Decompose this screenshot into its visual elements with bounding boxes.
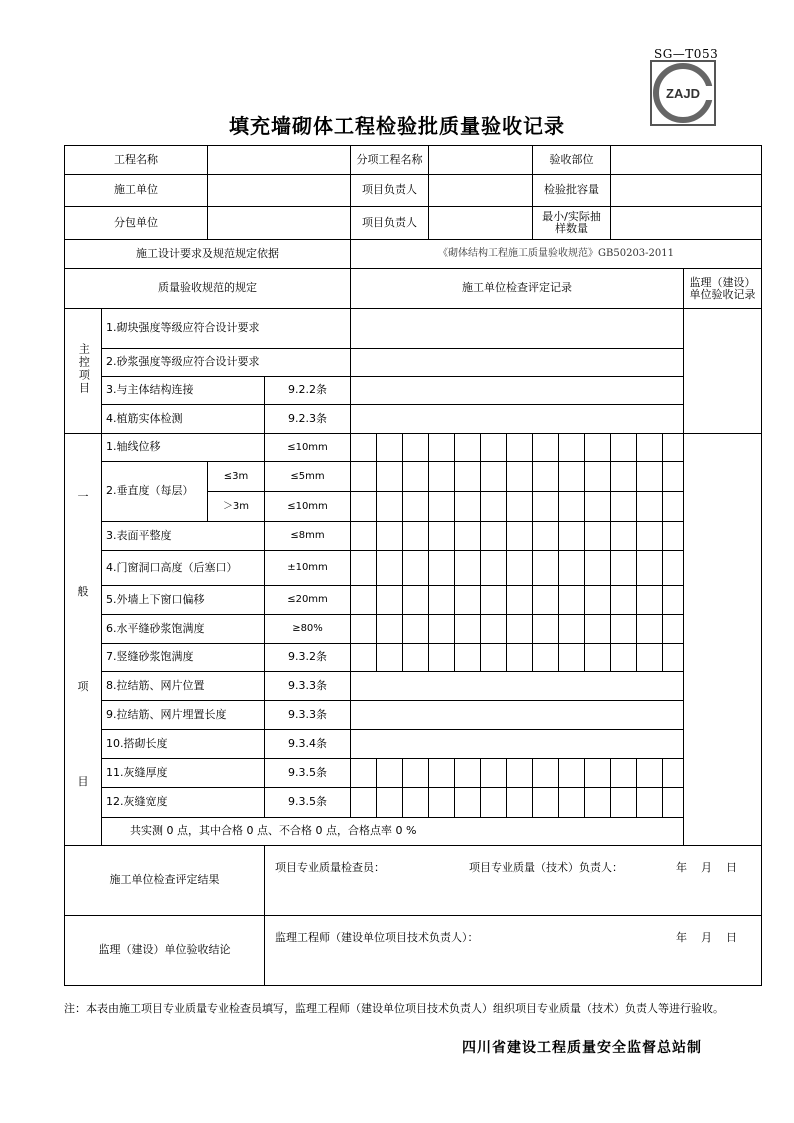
record-cell[interactable] [455, 644, 481, 672]
record-cell[interactable] [663, 492, 684, 522]
record-cell[interactable] [455, 586, 481, 615]
record-cell[interactable] [429, 434, 455, 462]
record-cell[interactable] [663, 462, 684, 492]
record-cell[interactable] [663, 615, 684, 644]
record-cell[interactable] [403, 615, 429, 644]
record-cell[interactable] [377, 551, 403, 586]
record-cell[interactable] [533, 586, 559, 615]
record-cell[interactable] [481, 492, 507, 522]
record-cell[interactable] [455, 615, 481, 644]
construction-unit-value[interactable] [208, 175, 351, 207]
basis-value: 《砌体结构工程施工质量验收规范》GB50203-2011 [351, 240, 762, 269]
sub-project-label: 分项工程名称 [351, 146, 429, 175]
sub-project-value[interactable] [429, 146, 533, 175]
record-cell[interactable] [559, 586, 585, 615]
main-control-supervisor[interactable] [684, 309, 762, 434]
main-item-3-record[interactable] [351, 377, 684, 405]
main-item-4-record[interactable] [351, 405, 684, 434]
record-cell[interactable] [429, 522, 455, 551]
general-item-7-spec: 9.3.2条 [265, 644, 351, 672]
record-cell[interactable] [403, 522, 429, 551]
record-cell[interactable] [351, 522, 377, 551]
record-cell[interactable] [611, 462, 637, 492]
record-cell[interactable] [585, 586, 611, 615]
record-cell[interactable] [559, 759, 585, 788]
record-cell[interactable] [611, 644, 637, 672]
general-item-2-spec2: ≤10mm [265, 492, 351, 522]
form-code: SG—T053 [654, 47, 719, 61]
record-cell[interactable] [507, 644, 533, 672]
record-cell[interactable] [663, 644, 684, 672]
general-item-3-spec: ≤8mm [265, 522, 351, 551]
record-cell[interactable] [585, 788, 611, 818]
record-cell[interactable] [611, 551, 637, 586]
general-item-10-spec: 9.3.4条 [265, 730, 351, 759]
main-item-2: 2.砂浆强度等级应符合设计要求 [102, 349, 351, 377]
record-cell[interactable] [403, 644, 429, 672]
record-cell[interactable] [455, 492, 481, 522]
record-cell[interactable] [507, 615, 533, 644]
record-cell[interactable] [403, 462, 429, 492]
inspection-part-value[interactable] [611, 146, 762, 175]
general-item-6-spec: ≥80% [265, 615, 351, 644]
general-item-1-spec: ≤10mm [265, 434, 351, 462]
record-column-header: 施工单位检查评定记录 [351, 269, 684, 309]
record-cell[interactable] [559, 551, 585, 586]
record-cell[interactable] [611, 492, 637, 522]
subcontractor-value[interactable] [208, 207, 351, 240]
record-cell[interactable] [637, 551, 663, 586]
inspection-table [64, 145, 762, 986]
record-cell[interactable] [481, 551, 507, 586]
record-cell[interactable] [533, 434, 559, 462]
general-item-8-spec: 9.3.3条 [265, 672, 351, 701]
result-area[interactable] [265, 846, 762, 916]
record-cell[interactable] [559, 462, 585, 492]
project-leader2-label: 项目负责人 [351, 207, 429, 240]
record-cell[interactable] [533, 462, 559, 492]
record-cell[interactable] [585, 522, 611, 551]
sample-size-label: 最小/实际抽样数量 [533, 207, 611, 240]
record-cell[interactable] [403, 788, 429, 818]
record-cell[interactable] [403, 492, 429, 522]
record-cell[interactable] [351, 462, 377, 492]
record-cell[interactable] [585, 644, 611, 672]
main-item-2-record[interactable] [351, 349, 684, 377]
record-cell[interactable] [585, 492, 611, 522]
project-name-label: 工程名称 [65, 146, 208, 175]
record-cell[interactable] [377, 434, 403, 462]
record-cell[interactable] [637, 644, 663, 672]
general-item-7: 7.竖缝砂浆饱满度 [102, 644, 265, 672]
general-item-4-spec: ±10mm [265, 551, 351, 586]
record-cell[interactable] [481, 462, 507, 492]
record-cell[interactable] [637, 788, 663, 818]
record-cell[interactable] [611, 586, 637, 615]
page-title: 填充墙砌体工程检验批质量验收记录 [229, 114, 565, 138]
record-cell[interactable] [429, 644, 455, 672]
record-cell[interactable] [455, 788, 481, 818]
record-cell[interactable] [429, 462, 455, 492]
record-cell[interactable] [533, 788, 559, 818]
record-cell[interactable] [533, 759, 559, 788]
record-cell[interactable] [559, 434, 585, 462]
general-item-3: 3.表面平整度 [102, 522, 265, 551]
record-cell[interactable] [637, 522, 663, 551]
record-cell[interactable] [429, 788, 455, 818]
record-cell[interactable] [663, 551, 684, 586]
general-item-2-spec1: ≤5mm [265, 462, 351, 492]
record-cell[interactable] [585, 551, 611, 586]
record-cell[interactable] [559, 492, 585, 522]
record-cell[interactable] [663, 522, 684, 551]
record-cell[interactable] [429, 551, 455, 586]
record-cell[interactable] [559, 788, 585, 818]
record-cell[interactable] [637, 492, 663, 522]
record-cell[interactable] [533, 492, 559, 522]
general-item-2: 2.垂直度（每层） [102, 462, 208, 522]
spec-column-header: 质量验收规范的规定 [65, 269, 351, 309]
result-label: 施工单位检查评定结果 [65, 846, 265, 916]
record-cell[interactable] [429, 492, 455, 522]
record-cell[interactable] [481, 759, 507, 788]
record-cell[interactable] [637, 759, 663, 788]
record-cell[interactable] [377, 759, 403, 788]
general-item-2-sub2: ＞3m [208, 492, 265, 522]
main-control-label: 主控项目 [65, 309, 102, 434]
record-cell[interactable] [481, 644, 507, 672]
batch-capacity-value[interactable] [611, 175, 762, 207]
record-cell[interactable] [533, 644, 559, 672]
general-item-11-spec: 9.3.5条 [265, 759, 351, 788]
record-cell[interactable] [429, 759, 455, 788]
record-cell[interactable] [351, 644, 377, 672]
record-cell[interactable] [455, 522, 481, 551]
svg-text:ZAJD: ZAJD [666, 86, 700, 101]
general-item-5-spec: ≤20mm [265, 586, 351, 615]
general-item-10-record[interactable] [351, 730, 684, 759]
project-leader-label: 项目负责人 [351, 175, 429, 207]
record-cell[interactable] [507, 551, 533, 586]
record-cell[interactable] [507, 434, 533, 462]
general-item-8-record[interactable] [351, 672, 684, 701]
general-item-9-spec: 9.3.3条 [265, 701, 351, 730]
general-item-9: 9.拉结筋、网片埋置长度 [102, 701, 265, 730]
record-cell[interactable] [559, 522, 585, 551]
record-cell[interactable] [377, 586, 403, 615]
issuer-footer: 四川省建设工程质量安全监督总站制 [462, 1040, 702, 1056]
record-cell[interactable] [377, 615, 403, 644]
batch-capacity-label: 检验批容量 [533, 175, 611, 207]
supervisor-column-header: 监理（建设）单位验收记录 [684, 269, 762, 309]
inspection-part-label: 验收部位 [533, 146, 611, 175]
general-item-1: 1.轴线位移 [102, 434, 265, 462]
record-cell[interactable] [455, 434, 481, 462]
record-cell[interactable] [403, 434, 429, 462]
record-cell[interactable] [611, 759, 637, 788]
record-cell[interactable] [663, 759, 684, 788]
record-cell[interactable] [351, 759, 377, 788]
record-cell[interactable] [377, 644, 403, 672]
record-cell[interactable] [533, 615, 559, 644]
record-cell[interactable] [351, 788, 377, 818]
general-item-12-spec: 9.3.5条 [265, 788, 351, 818]
main-item-4: 4.植筋实体检测 [102, 405, 265, 434]
record-cell[interactable] [429, 586, 455, 615]
record-cell[interactable] [481, 615, 507, 644]
record-cell[interactable] [663, 586, 684, 615]
record-cell[interactable] [663, 788, 684, 818]
construction-unit-label: 施工单位 [65, 175, 208, 207]
record-cell[interactable] [377, 492, 403, 522]
general-item-9-record[interactable] [351, 701, 684, 730]
record-cell[interactable] [377, 462, 403, 492]
basis-label: 施工设计要求及规范规定依据 [65, 240, 351, 269]
conclusion-label: 监理（建设）单位验收结论 [65, 916, 265, 986]
general-item-10: 10.搭砌长度 [102, 730, 265, 759]
record-cell[interactable] [351, 492, 377, 522]
tech-leader-label: 项目专业质量（技术）负责人： [469, 860, 623, 874]
record-cell[interactable] [637, 462, 663, 492]
record-cell[interactable] [637, 615, 663, 644]
record-cell[interactable] [351, 551, 377, 586]
record-cell[interactable] [455, 551, 481, 586]
record-cell[interactable] [559, 644, 585, 672]
record-cell[interactable] [507, 492, 533, 522]
sample-size-value[interactable] [611, 207, 762, 240]
record-cell[interactable] [403, 759, 429, 788]
record-cell[interactable] [611, 522, 637, 551]
conclusion-area[interactable] [265, 916, 762, 986]
record-cell[interactable] [585, 462, 611, 492]
record-cell[interactable] [585, 759, 611, 788]
record-cell[interactable] [611, 434, 637, 462]
record-cell[interactable] [585, 434, 611, 462]
record-cell[interactable] [507, 759, 533, 788]
record-cell[interactable] [455, 462, 481, 492]
record-cell[interactable] [403, 586, 429, 615]
record-cell[interactable] [611, 788, 637, 818]
project-leader2-value[interactable] [429, 207, 533, 240]
engineer-label: 监理工程师（建设单位项目技术负责人）： [275, 930, 479, 944]
general-item-8: 8.拉结筋、网片位置 [102, 672, 265, 701]
inspector-label: 项目专业质量检查员： [275, 860, 385, 874]
record-cell[interactable] [533, 522, 559, 551]
record-cell[interactable] [377, 522, 403, 551]
record-cell[interactable] [507, 586, 533, 615]
record-cell[interactable] [481, 586, 507, 615]
subcontractor-label: 分包单位 [65, 207, 208, 240]
main-item-3: 3.与主体结构连接 [102, 377, 265, 405]
record-cell[interactable] [507, 522, 533, 551]
general-item-2-sub1: ≤3m [208, 462, 265, 492]
general-item-6: 6.水平缝砂浆饱满度 [102, 615, 265, 644]
record-cell[interactable] [481, 434, 507, 462]
general-items-label: 一 般 项 目 [65, 434, 102, 846]
record-cell[interactable] [351, 586, 377, 615]
record-cell[interactable] [377, 788, 403, 818]
general-item-11: 11.灰缝厚度 [102, 759, 265, 788]
record-cell[interactable] [611, 615, 637, 644]
main-item-3-spec: 9.2.2条 [265, 377, 351, 405]
general-item-5: 5.外墙上下窗口偏移 [102, 586, 265, 615]
record-cell[interactable] [455, 759, 481, 788]
record-cell[interactable] [403, 551, 429, 586]
record-cell[interactable] [429, 615, 455, 644]
record-cell[interactable] [507, 462, 533, 492]
result-date: 年月日 [676, 860, 752, 874]
main-item-4-spec: 9.2.3条 [265, 405, 351, 434]
record-cell[interactable] [507, 788, 533, 818]
note: 注：本表由施工项目专业质量专业检查员填写，监理工程师（建设单位项目技术负责人）组织项目专业质量（技术）负责人等进行验收。 [64, 1002, 724, 1015]
record-cell[interactable] [481, 788, 507, 818]
record-cell[interactable] [351, 434, 377, 462]
conclusion-date: 年月日 [676, 930, 752, 944]
record-cell[interactable] [559, 615, 585, 644]
summary-line: 共实测 0 点，其中合格 0 点、不合格 0 点，合格点率 0 % [102, 818, 762, 846]
project-leader-value[interactable] [429, 175, 533, 207]
record-cell[interactable] [663, 434, 684, 462]
record-cell[interactable] [637, 434, 663, 462]
record-cell[interactable] [351, 615, 377, 644]
project-name-value[interactable] [208, 146, 351, 175]
record-cell[interactable] [637, 586, 663, 615]
main-item-1: 1.砌块强度等级应符合设计要求 [102, 309, 351, 349]
record-cell[interactable] [585, 615, 611, 644]
general-item-12: 12.灰缝宽度 [102, 788, 265, 818]
record-cell[interactable] [533, 551, 559, 586]
main-item-1-record[interactable] [351, 309, 684, 349]
general-item-4: 4.门窗洞口高度（后塞口） [102, 551, 265, 586]
record-cell[interactable] [481, 522, 507, 551]
general-supervisor[interactable] [684, 434, 762, 846]
